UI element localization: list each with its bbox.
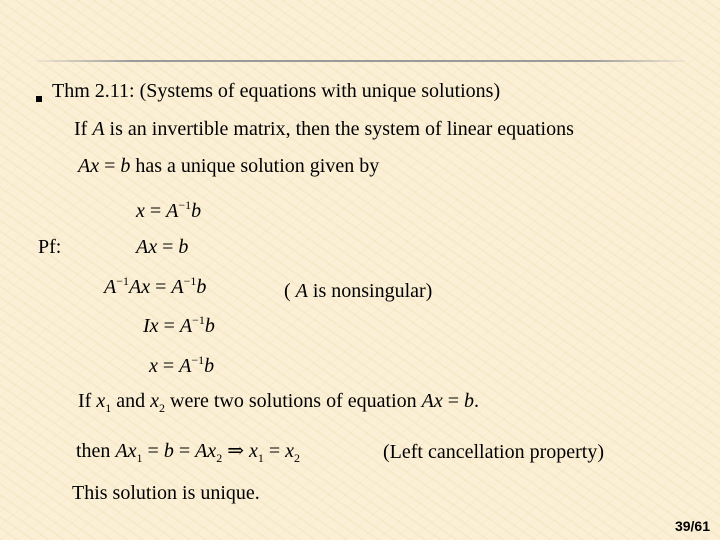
formula-part: A xyxy=(166,200,179,222)
nonsingular-note xyxy=(284,280,432,303)
note-text: A xyxy=(295,280,308,302)
proof-text: . xyxy=(474,390,479,412)
step-part: b xyxy=(204,355,215,377)
step-part: A xyxy=(179,315,193,337)
step-part: x xyxy=(141,276,151,298)
proof-step-3 xyxy=(143,315,215,338)
proof-text: x xyxy=(150,390,159,412)
theorem-text: If xyxy=(74,118,93,140)
formula-part: = xyxy=(144,200,167,222)
proof-text: and xyxy=(111,390,151,412)
step-part: b xyxy=(204,315,215,337)
cancellation-derivation xyxy=(76,438,300,463)
proof-text: Ax xyxy=(421,390,443,412)
proof-text: x xyxy=(96,390,106,412)
step-part: = xyxy=(157,236,179,258)
step-part: b xyxy=(196,276,207,298)
uniqueness-assumption xyxy=(78,390,479,413)
formula-part: b xyxy=(191,200,202,222)
step-part: = xyxy=(158,315,180,337)
bullet-icon xyxy=(36,96,42,102)
step-part: A xyxy=(179,355,192,377)
theorem-title: Thm 2.11: (Systems of equations with unique solutions) xyxy=(52,80,501,102)
proof-text: then xyxy=(76,440,116,462)
proof-text: 2 xyxy=(216,451,223,465)
step-part: A xyxy=(136,236,149,258)
step-part: x xyxy=(149,315,159,337)
proof-text: = xyxy=(142,440,164,462)
page-number: 39/61 xyxy=(674,518,710,534)
step-part: x xyxy=(149,355,158,377)
matrix-var: A xyxy=(92,118,105,140)
proof-text: 1 xyxy=(136,451,143,465)
eq-part: b xyxy=(120,155,131,177)
formula-part: −1 xyxy=(178,198,192,212)
theorem-text: has a unique solution given by xyxy=(130,155,380,177)
proof-text: x xyxy=(248,440,258,462)
implies-icon: ⇒ xyxy=(222,440,249,462)
proof-step-1 xyxy=(136,236,188,259)
step-part: A xyxy=(104,276,117,298)
proof-step-4 xyxy=(149,355,214,378)
step-part: −1 xyxy=(183,274,197,288)
proof-text: 1 xyxy=(105,401,112,415)
step-part: −1 xyxy=(192,313,205,327)
proof-text: Ax xyxy=(195,440,217,462)
proof-text: = xyxy=(263,440,286,462)
note-text: is nonsingular) xyxy=(307,280,433,302)
step-part: I xyxy=(143,315,150,337)
step-part: = xyxy=(157,355,180,377)
theorem-line-2 xyxy=(78,155,379,178)
proof-text: 1 xyxy=(257,451,264,465)
step-part: = xyxy=(150,276,172,298)
theorem-text: is an invertible matrix, then the system of linear equations xyxy=(104,118,574,140)
eq-part: Ax xyxy=(78,155,100,177)
proof-text: b xyxy=(163,440,174,462)
conclusion: This solution is unique. xyxy=(72,482,260,504)
proof-label: Pf: xyxy=(38,236,62,258)
proof-text: 2 xyxy=(159,401,165,415)
proof-text: = xyxy=(173,440,196,462)
proof-text: x xyxy=(285,440,295,462)
proof-text: If xyxy=(78,390,92,412)
proof-text: b xyxy=(464,390,474,412)
eq-part: = xyxy=(99,155,121,177)
note-text: ( xyxy=(284,280,296,302)
top-divider xyxy=(36,60,684,62)
proof-text: = xyxy=(442,390,464,412)
theorem-line-1 xyxy=(74,118,574,141)
proof-step-2 xyxy=(104,276,206,299)
proof-text: Ax xyxy=(115,440,137,462)
solution-formula xyxy=(136,200,201,223)
step-part: −1 xyxy=(116,274,129,288)
cancellation-note: (Left cancellation property) xyxy=(383,441,604,463)
step-part: x xyxy=(148,236,158,258)
proof-text: 2 xyxy=(294,451,301,465)
step-part: b xyxy=(178,236,189,258)
formula-part: x xyxy=(136,200,145,222)
step-part: A xyxy=(129,276,142,298)
step-part: −1 xyxy=(191,353,205,367)
step-part: A xyxy=(171,276,184,298)
proof-text: were two solutions of equation xyxy=(165,390,422,412)
